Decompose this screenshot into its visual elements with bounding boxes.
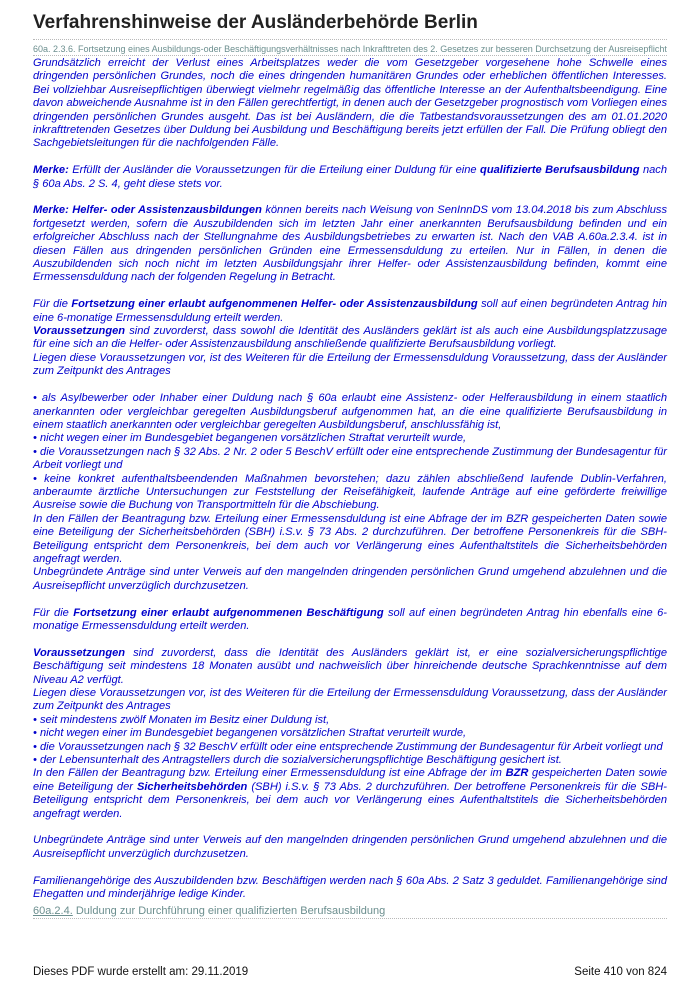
paragraph-voraussetzungen-2: Voraussetzungen sind zuvorderst, dass die Identität des Ausländers geklärt ist, er eine sozialversicherungspflichtige Beschäftigung seit mindestens 18 Monaten ausübt und nachweislich über hinreichende deutsche Sprachkenntnisse auf dem Niveau A2 verfügt. — [33, 646, 667, 686]
list-item: • die Voraussetzungen nach § 32 Abs. 2 Nr. 2 oder 5 BeschV erfüllt oder eine entsprechende Zustimmung der Bundesagentur für Arbeit vorliegt und — [33, 445, 667, 472]
list-item: • nicht wegen einer im Bundesgebiet begangenen vorsätzlichen Straftat verurteilt wurde, — [33, 432, 467, 445]
merke-label: Merke: — [33, 164, 69, 177]
bold-term: Sicherheitsbehörden — [136, 780, 248, 793]
paragraph-bzr-1: In den Fällen der Beantragung bzw. Erteilung einer Ermessensduldung ist eine Abfrage der im BZR gespeicherten Daten sowie eine Beteiligung der Sicherheitsbehörden (SBH) i.S.v. § 73 Abs. 2 durchzuführen. Der betroffene Personenkreis für die SBH-Beteiligung entspricht dem Personenkreis, bei dem auch vor Verlängerung eines Aufenthaltstitels die Sicherheitsbehörden angefragt werden. — [33, 512, 667, 565]
footer-created-date: Dieses PDF wurde erstellt am: 29.11.2019 — [33, 966, 249, 978]
bold-term: Fortsetzung einer erlaubt aufgenommenen Helfer- oder Assistenzausbildung — [71, 298, 478, 311]
paragraph-familie: Familienangehörige des Auszubildenden bzw. Beschäftigen werden nach § 60a Abs. 2 Satz 3 geduldet. Familienangehörige sind Ehegatten und minderjährige ledige Kinder. — [33, 874, 667, 901]
paragraph-liegen-1: Liegen diese Voraussetzungen vor, ist des Weiteren für die Erteilung der Ermessensduldung Voraussetzung, dass der Ausländer zum Zeitpunkt des Antrages — [33, 351, 667, 378]
paragraph-unbegruendet-1: Unbegründete Anträge sind unter Verweis auf den mangelnden dringenden persönlichen Grund umgehend abzulehnen und die Ausreisepflicht unverzüglich durchzusetzen. — [33, 566, 667, 592]
paragraph-bzr-2: In den Fällen der Beantragung bzw. Erteilung einer Ermessensduldung ist eine Abfrage der im BZR gespeicherten Daten sowie eine Beteiligung der Sicherheitsbehörden (SBH) i.S.v. § 73 Abs. 2 durchzuführen. Der betroffene Personenkreis für die SBH-Beteiligung entspricht dem Personenkreis, bei dem auch vor Verlängerung eines Aufenthaltstitels die Sicherheitsbehörden angefragt werden. — [33, 767, 667, 820]
list-item: • seit mindestens zwölf Monaten im Besitz einer Duldung ist, — [33, 713, 330, 726]
merke-label: Merke: Helfer- oder Assistenzausbildungen — [33, 204, 262, 217]
paragraph-liegen-2: Liegen diese Voraussetzungen vor, ist des Weiteren für die Erteilung der Ermessensduldung Voraussetzung, dass der Ausländer zum Zeitpunkt des Antrages — [33, 687, 667, 713]
voraussetzungen-label: Voraussetzungen — [33, 646, 126, 659]
voraussetzungen-label: Voraussetzungen — [33, 325, 126, 338]
paragraph-helfer: Für die Fortsetzung einer erlaubt aufgenommenen Helfer- oder Assistenzausbildung soll auf einen begründeten Antrag hin eine 6-monatige Ermessensduldung erteilt werden. — [33, 298, 668, 324]
list-item: • als Asylbewerber oder Inhaber einer Duldung nach § 60a erlaubt eine Assistenz- oder Helferausbildung in einem staatlich anerkannten oder vergleichbar geregelten Ausbildungsberuf aufgenommen hat, an die eine qualifizierte Berufsausbildung in einem staatlich anerkannten oder vergleichbar geregelten Ausbildungsberuf, anschlussfähig ist, — [33, 392, 667, 431]
paragraph-intro: Grundsätzlich erreicht der Verlust eines Arbeitsplatzes weder die vom Gesetzgeber vorgesehene hohe Schwelle eines dringenden persönlichen Grundes, noch die eines dringenden humanitären Grundes oder erheblichen öffentlichen Interesses. Bei vollziehbar Ausreisepflichtigen überwiegt vielmehr regelmäßig das öffentliche Interesse an der Aufenthaltsbeendigung. Eine davon abweichende Ausnahme ist in den Fällen gerechtfertigt, in denen auch der Gesetzgeber prognostisch vom Vorliegen eines dringenden persönlichen Grundes ausgeht. Das ist bei Ausländern, die die Tatbestandsvoraussetzungen des am 01.01.2020 inkrafttretenden Gesetzes über Duldung bei Ausbildung und Beschäftigung bereits jetzt erfüllen der Fall. Die Prüfung obliegt den Sachgebietsleitungen für die nachfolgenden Fälle. — [33, 57, 667, 150]
document-title: Verfahrenshinweise der Ausländerbehörde Berlin — [33, 12, 478, 33]
paragraph-merke-2: Merke: Helfer- oder Assistenzausbildungen können bereits nach Weisung von SenInnDS vom 13.04.2018 bis zum Abschluss fortgesetzt werden, sofern die Auszubildenden sich im letzten Jahr einer anerkannten Berufsausbildung befinden und ein erfolgreicher Abschluss nach der Stellungnahme des Ausbildungsbetriebes zu erwarten ist. Nach den VAB A.60a.2.3.4. ist in diesen Fällen aus dringenden persönlichen Gründen eine Ermessensduldung zu erteilen. Nur in Fällen, in denen die Auszubildenden sich noch nicht im letzten Ausbildungsjahr ihrer Helfer- oder Assistenzausbildung befinden, kommt eine Ermessensduldung nach der folgenden Regelung in Betracht. — [33, 204, 667, 284]
paragraph-unbegruendet-2: Unbegründete Anträge sind unter Verweis auf den mangelnden dringenden persönlichen Grund umgehend abzulehnen und die Ausreisepflicht unverzüglich durchzusetzen. — [33, 834, 667, 860]
paragraph-merke-1: Merke: Erfüllt der Ausländer die Voraussetzungen für die Erteilung einer Duldung für eine qualifizierte Berufsausbildung nach § 60a Abs. 2 S. 4, geht diese stets vor. — [33, 164, 667, 190]
bold-term: BZR — [505, 767, 529, 780]
document-body — [33, 56, 667, 901]
list-item: • nicht wegen einer im Bundesgebiet begangenen vorsätzlichen Straftat verurteilt wurde, — [33, 727, 467, 740]
bold-term: qualifizierte Berufsausbildung — [480, 164, 640, 177]
list-item: • die Voraussetzungen nach § 32 BeschV erfüllt oder eine entsprechende Zustimmung der Bundesagentur für Arbeit vorliegt und — [33, 740, 663, 753]
paragraph-voraussetzungen-1: Voraussetzungen sind zuvorderst, dass sowohl die Identität des Ausländers geklärt ist als auch eine Ausbildungsplatzzusage für eine sich an die Helfer- oder Assistenzausbildung anschließende qualifizierte Berufsausbildung vorliegt. — [33, 325, 667, 351]
next-section-link[interactable]: 60a.2.4. — [33, 905, 73, 918]
bottom-divider — [33, 918, 667, 919]
document-page — [33, 12, 667, 919]
footer-page-number: Seite 410 von 824 — [574, 966, 667, 978]
section-heading: 60a. 2.3.6. Fortsetzung eines Ausbildungs-oder Beschäftigungsverhältnisses nach Inkrafttreten des 2. Gesetzes zur besseren Durchsetzung der Ausreisepflicht — [33, 44, 667, 54]
bold-term: Fortsetzung einer erlaubt aufgenommenen Beschäftigung — [73, 606, 384, 619]
next-section-title: Duldung zur Durchführung einer qualifizierten Berufsausbildung — [72, 905, 386, 918]
list-item: • keine konkret aufenthaltsbeendenden Maßnahmen bevorstehen; dazu zählen abschließend laufende Dublin-Verfahren, anberaumte ärztliche Untersuchungen zur Feststellung der Reisefähigkeit, laufende Anträge auf eine geförderte freiwillige Ausreise sowie die Buchung von Transportmitteln für die Abschiebung. — [33, 472, 667, 512]
paragraph-beschaeftigung: Für die Fortsetzung einer erlaubt aufgenommenen Beschäftigung soll auf einen begründeten Antrag hin ebenfalls eine 6-monatige Ermessensduldung erteilt werden. — [33, 606, 667, 632]
list-item: • der Lebensunterhalt des Antragstellers durch die sozialversicherungspflichtige Beschäftigung gesichert ist. — [33, 754, 562, 767]
next-section-row — [33, 901, 667, 918]
